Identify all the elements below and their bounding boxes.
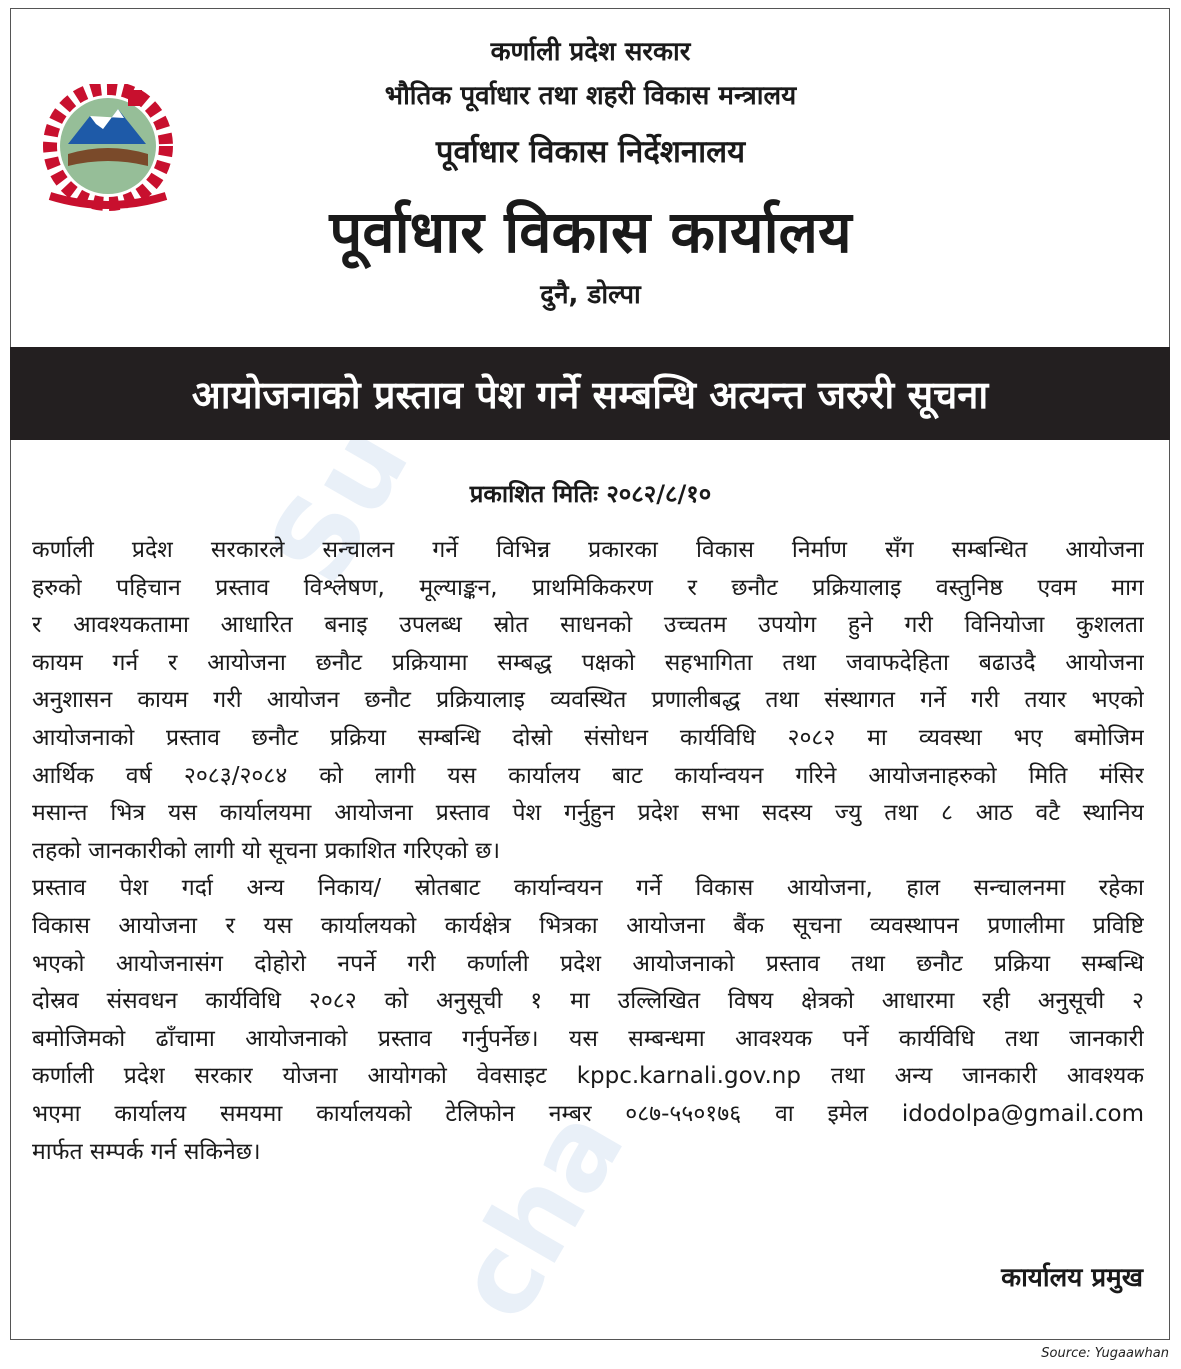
body-line: र आवश्यकतामा आधारित बनाइ उपलब्ध स्रोत साधनको उच्चतम उपयोग हुने गरी विनियोजा कुशलता: [32, 612, 1144, 639]
body-line: बमोजिमको ढाँचामा आयोजनाको प्रस्ताव गर्नुपर्नेछ। यस सम्बन्धमा आवश्यक पर्ने कार्यविधि तथा जानकारी: [32, 1025, 1144, 1052]
body-line: मसान्त भित्र यस कार्यालयमा आयोजना प्रस्ताव पेश गर्नुहुन प्रदेश सभा सदस्य ज्यु तथा ८ आठ वटै स्थानिय: [32, 800, 1144, 827]
source-credit: Source: Yugaawhan: [1041, 1346, 1169, 1361]
watermark: Su: [243, 403, 434, 605]
published-date: प्रकाशित मितिः २०८२/८/१०: [469, 480, 712, 508]
body-line: प्रस्ताव पेश गर्दा अन्य निकाय/ स्रोतबाट कार्यान्वयन गर्ने विकास आयोजना, हाल सन्चालनमा रहेका: [32, 875, 1144, 902]
body-line: मार्फत सम्पर्क गर्न सकिनेछ।: [32, 1138, 261, 1165]
signature: कार्यालय प्रमुख: [1001, 1263, 1143, 1293]
office-location: दुनै, डोल्पा: [540, 280, 641, 310]
body-line: कायम गर्न र आयोजना छनौट प्रक्रियामा सम्बद्ध पक्षको सहभागिता तथा जवाफदेहिता बढाउदै आयोजना: [32, 649, 1144, 676]
directorate-name: पूर्वाधार विकास निर्देशनालय: [435, 134, 746, 170]
body-line: भएको आयोजनासंग दोहोरो नपर्ने गरी कर्णाली प्रदेश आयोजनाको प्रस्ताव तथा छनौट प्रक्रिया सम्बन्धि: [32, 950, 1144, 977]
ministry-name: भौतिक पूर्वाधार तथा शहरी विकास मन्त्रालय: [384, 81, 797, 111]
body-line: हरुको पहिचान प्रस्ताव विश्लेषण, मूल्याङ्कन, प्राथमिकिकरण र छनौट प्रक्रियालाइ वस्तुनिष्ठ एवम माग: [32, 574, 1144, 601]
notice-title: आयोजनाको प्रस्ताव पेश गर्ने सम्बन्धि अत्यन्त जरुरी सूचना: [191, 372, 989, 417]
body-line: आर्थिक वर्ष २०८३/२०८४ को लागी यस कार्यालय बाट कार्यान्वयन गरिने आयोजनाहरुको मिति मंसिर: [32, 762, 1144, 789]
body-line: आयोजनाको प्रस्ताव छनौट प्रक्रिया सम्बन्धि दोस्रो संसोधन कार्यविधि २०८२ मा व्यवस्था भए बमोजिम: [32, 724, 1144, 751]
body-line: अनुशासन कायम गरी आयोजन छनौट प्रक्रियालाइ व्यवस्थित प्रणालीबद्ध तथा संस्थागत गर्ने गरी तयार भएको: [32, 687, 1144, 714]
body-line: दोस्रव संसवधन कार्यविधि २०८२ को अनुसूची १ मा उल्लिखित विषय क्षेत्रको आधारमा रही अनुसूची २: [32, 988, 1144, 1015]
office-name: पूर्वाधार विकास कार्यालय: [329, 198, 852, 266]
body-line: कर्णाली प्रदेश सरकार योजना आयोगको वेवसाइट kppc.karnali.gov.np तथा अन्य जानकारी आवश्यक: [32, 1063, 1144, 1090]
watermark: cha: [429, 1087, 649, 1341]
body-line: विकास आयोजना र यस कार्यालयको कार्यक्षेत्र भित्रका आयोजना बैंक सूचना व्यवस्थापन प्रणालीमा प्रविष्टि: [32, 912, 1144, 939]
body-line: तहको जानकारीको लागी यो सूचना प्रकाशित गरिएको छ।: [32, 837, 501, 864]
notice-body: [32, 532, 1144, 1171]
notice-title-band: [10, 347, 1170, 440]
government-name: कर्णाली प्रदेश सरकार: [490, 37, 691, 67]
body-line: भएमा कार्यालय समयमा कार्यालयको टेलिफोन नम्बर ०८७-५५०१७६ वा इमेल idodolpa@gmail.com: [32, 1100, 1144, 1127]
body-line: कर्णाली प्रदेश सरकारले सन्चालन गर्ने विभिन्न प्रकारका विकास निर्माण सँग सम्बन्धित आयोजना: [32, 537, 1144, 563]
